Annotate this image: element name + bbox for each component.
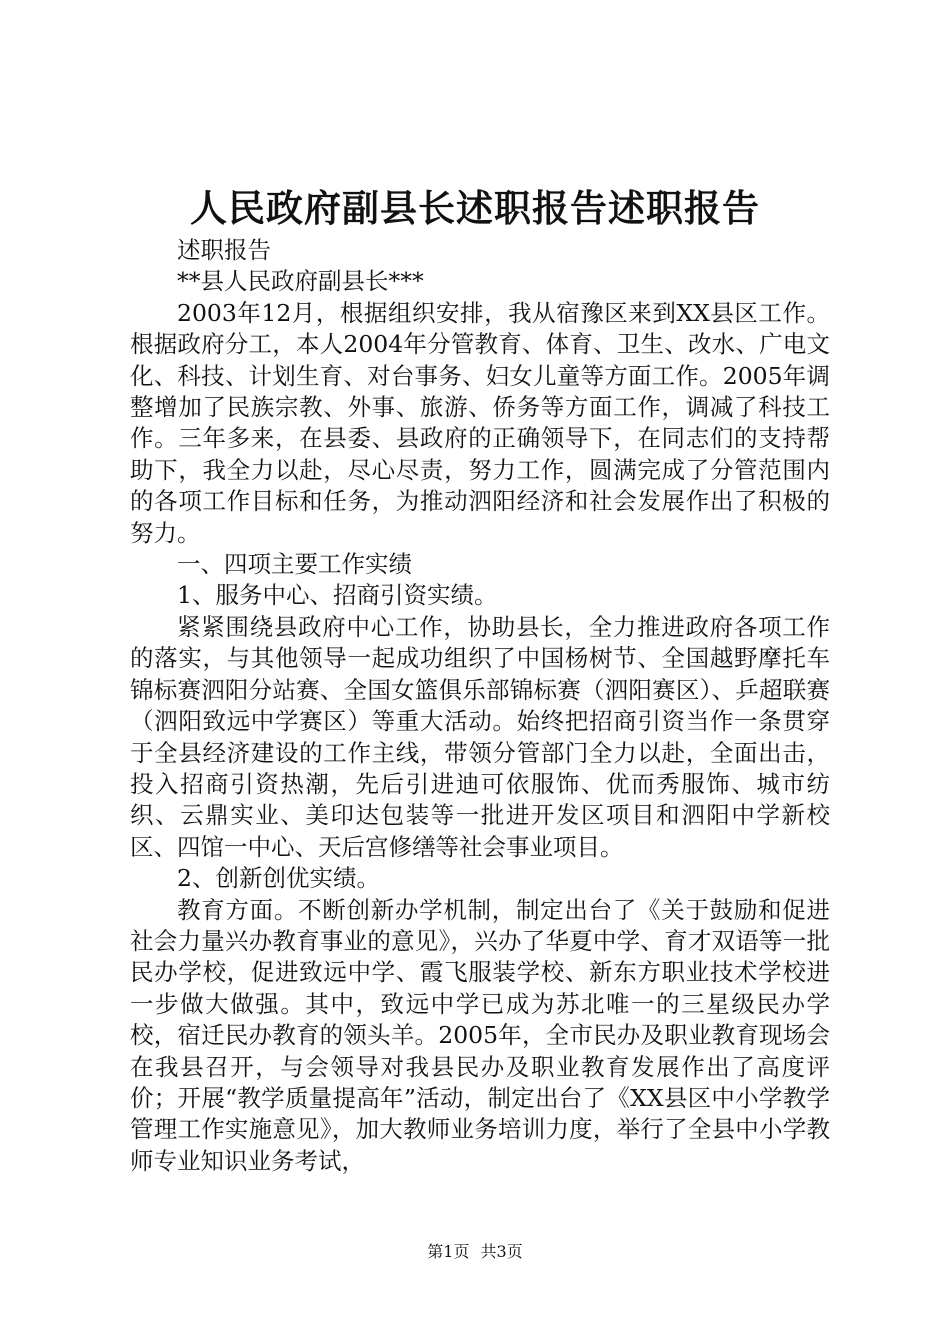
document-body	[130, 235, 830, 1177]
page-number: 第1页	[427, 1242, 470, 1261]
subsection-heading: 2、创新创优实绩。	[177, 864, 380, 893]
paragraph-author: **县人民政府副县长***	[177, 267, 424, 296]
document-title: 人民政府副县长述职报告述职报告	[190, 186, 760, 230]
page-total: 共3页	[480, 1242, 523, 1261]
page-footer	[0, 1242, 950, 1262]
subsection-heading: 1、服务中心、招商引资实绩。	[177, 581, 498, 610]
paragraph-heading: 述职报告	[177, 236, 271, 264]
section-heading: 一、四项主要工作实绩	[177, 550, 412, 579]
paragraph: 教育方面。不断创新办学机制，制定出台了《关于鼓励和促进社会力量兴办教育事业的意见》，兴办了华夏中学、育才双语等一批民办学校，促进致远中学、霞飞服装学校、新东方职业技术学校进一步做大做强。其中，致远中学已成为苏北唯一的三星级民办学校，宿迁民办教育的领头羊。2005年，全市民办及职业教育现场会在我县召开，与会领导对我县民办及职业教育发展作出了高度评价；开展“教学质量提高年”活动，制定出台了《XX县区中小学教学管理工作实施意见》，加大教师业务培训力度，举行了全县中小学教师专业知识业务考试，	[130, 895, 830, 1175]
paragraph: 紧紧围绕县政府中心工作，协助县长，全力推进政府各项工作的落实，与其他领导一起成功组织了中国杨树节、全国越野摩托车锦标赛泗阳分站赛、全国女篮俱乐部锦标赛（泗阳赛区）、乒超联赛（泗阳致远中学赛区）等重大活动。始终把招商引资当作一条贯穿于全县经济建设的工作主线，带领分管部门全力以赴，全面出击，投入招商引资热潮，先后引进迪可依服饰、优而秀服饰、城市纺织、云鼎实业、美印达包装等一批进开发区项目和泗阳中学新校区、四馆一中心、天后宫修缮等社会事业项目。	[130, 612, 830, 861]
paragraph-intro: 2003年12月，根据组织安排，我从宿豫区来到XX县区工作。根据政府分工，本人2004年分管教育、体育、卫生、改水、广电文化、科技、计划生育、对台事务、妇女儿童等方面工作。2005年调整增加了民族宗教、外事、旅游、侨务等方面工作，调减了科技工作。三年多来，在县委、县政府的正确领导下，在同志们的支持帮助下，我全力以赴，尽心尽责，努力工作，圆满完成了分管范围内的各项工作目标和任务，为推动泗阳经济和社会发展作出了积极的努力。	[130, 298, 830, 547]
